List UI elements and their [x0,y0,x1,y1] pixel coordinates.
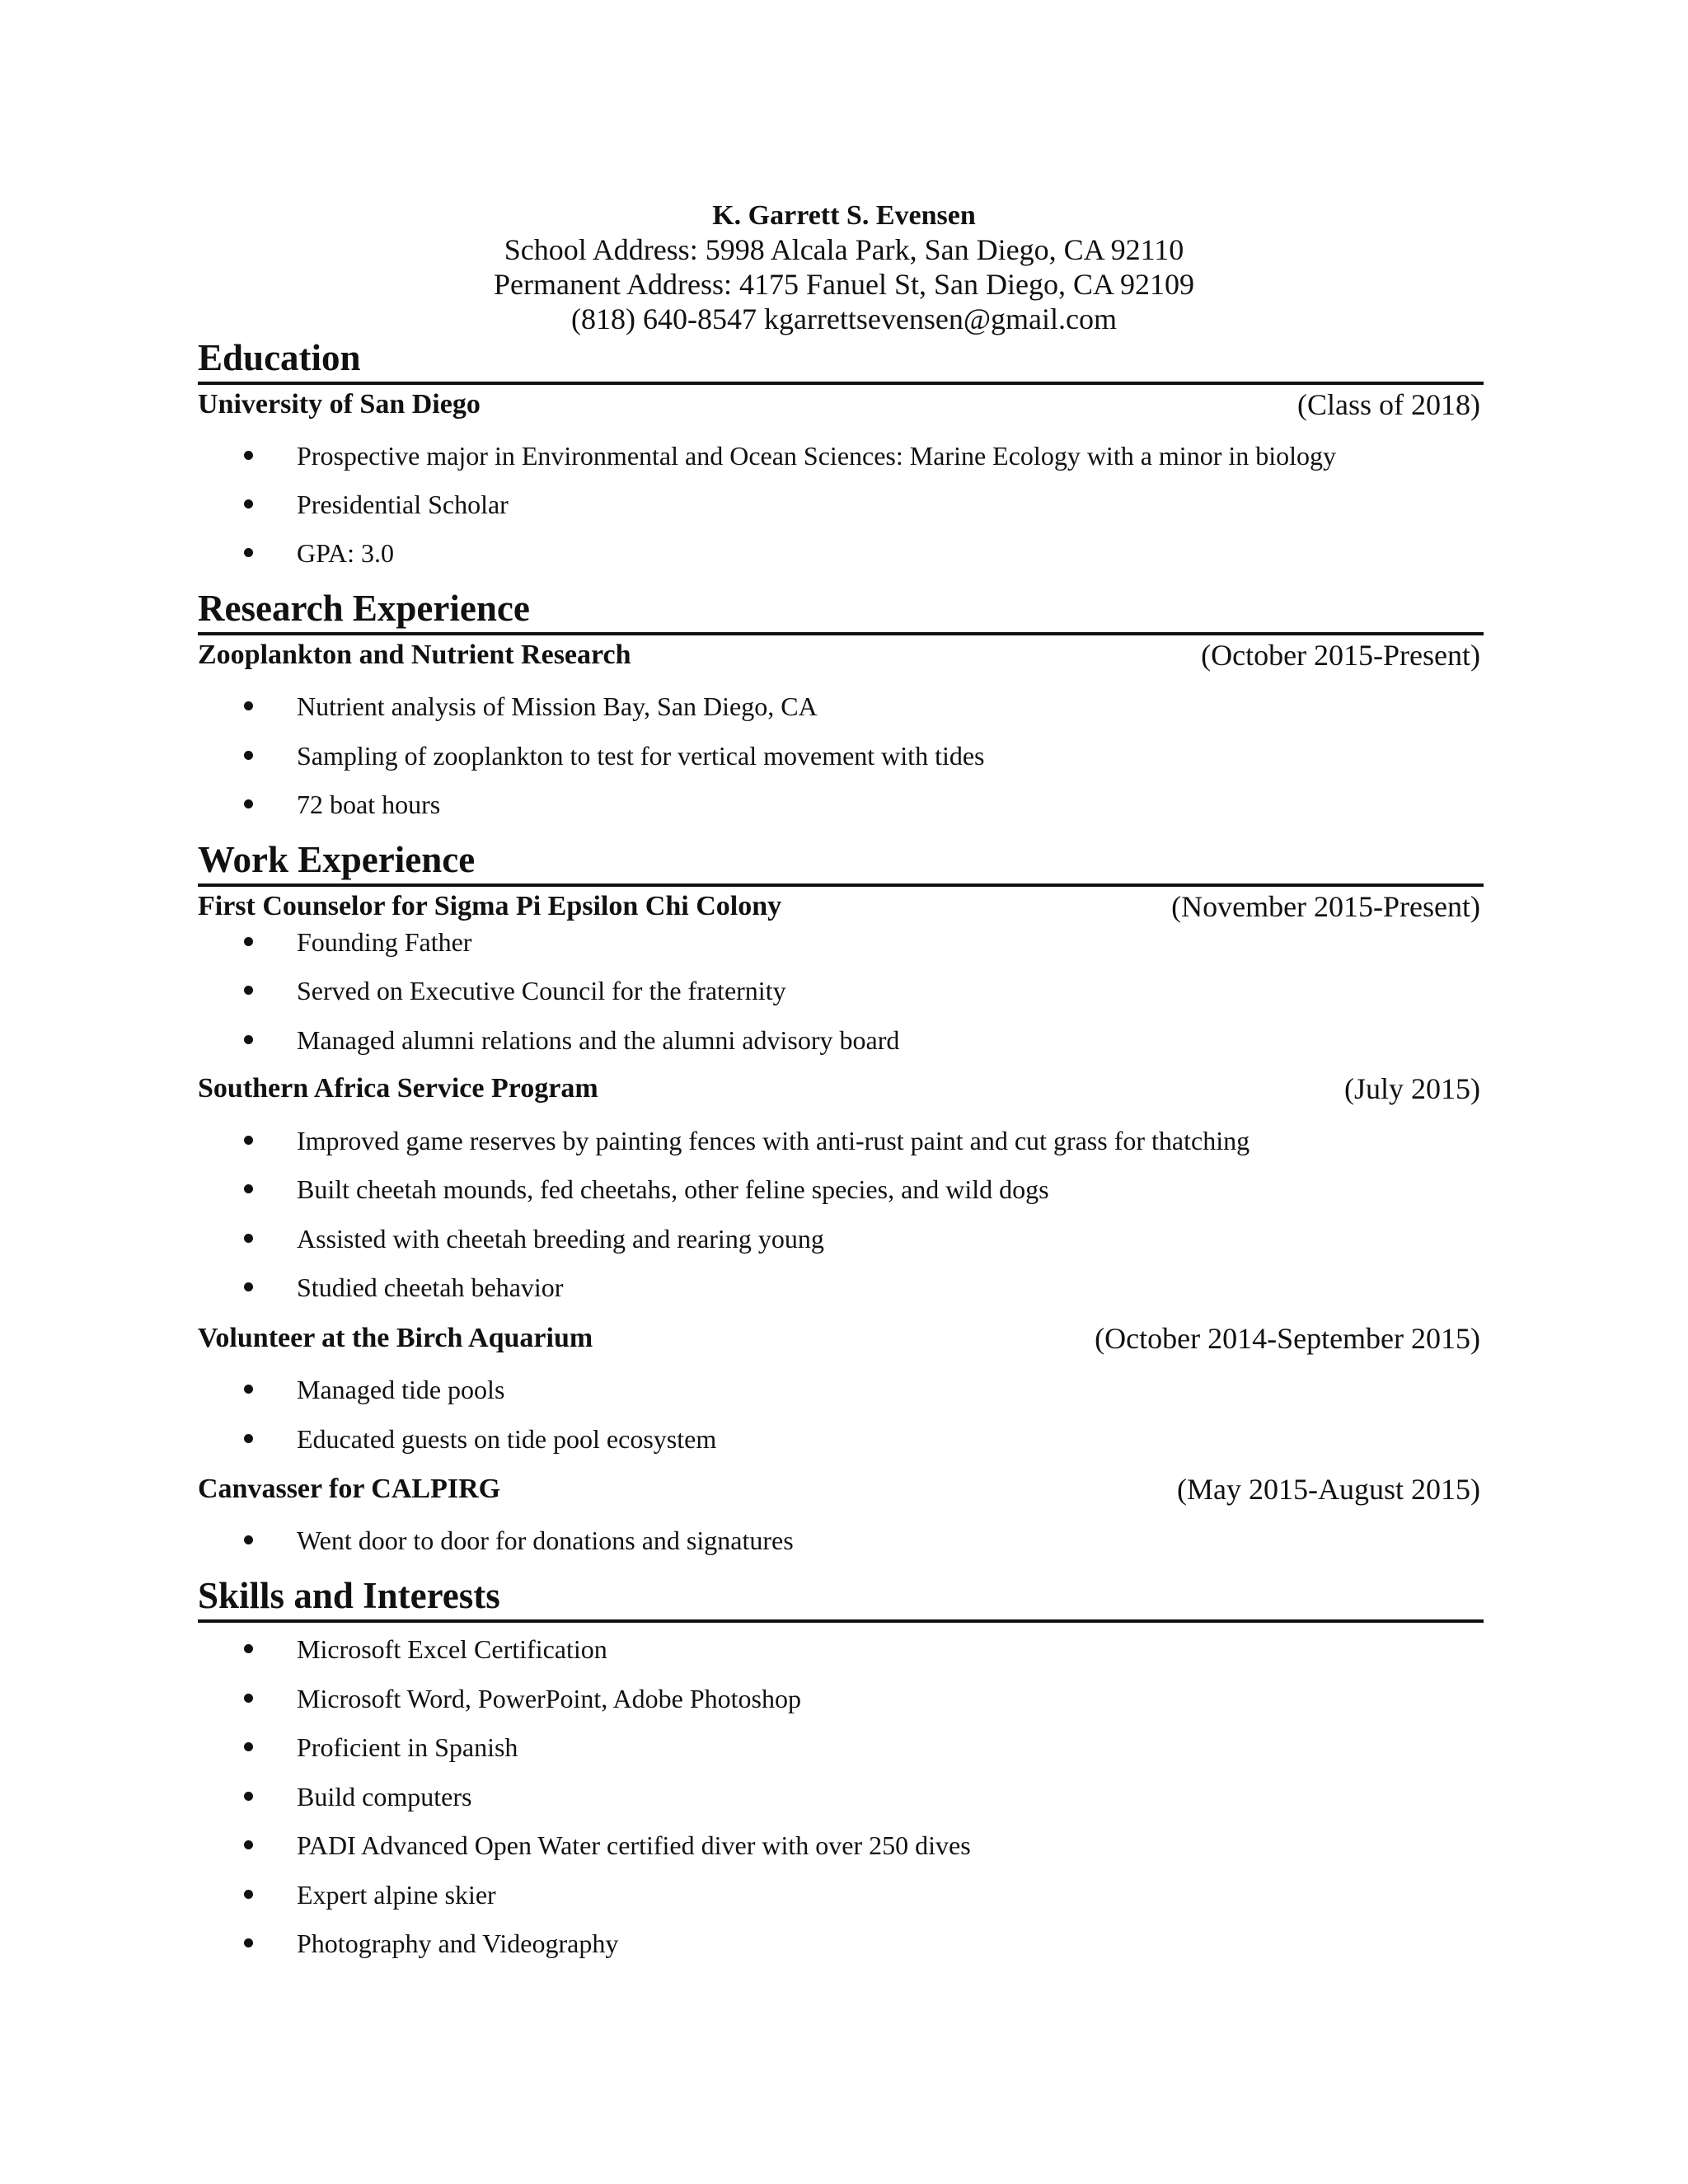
section-rule-research [198,632,1484,635]
list-item: Presidential Scholar [244,489,1480,520]
bullet-icon [244,1792,253,1801]
list-item: Studied cheetah behavior [244,1272,1480,1303]
list-item: Built cheetah mounds, fed cheetahs, other feline species, and wild dogs [244,1174,1480,1205]
bullet-icon [244,799,253,808]
entry-header [198,1322,1480,1355]
bullet-icon [244,1644,253,1653]
entry-date: (May 2015-August 2015) [1177,1473,1480,1506]
bullet-icon [244,499,253,509]
bullet-icon [244,1184,253,1193]
resume-name: K. Garrett S. Evensen [712,200,976,231]
bullet-icon [244,1282,253,1291]
list-item: Educated guests on tide pool ecosystem [244,1423,1480,1455]
bullet-icon [244,937,253,946]
entry-header [198,388,1480,421]
list-item: Nutrient analysis of Mission Bay, San Diego, CA [244,691,1480,722]
list-item: Managed tide pools [244,1374,1480,1405]
list-item: Founding Father [244,926,1480,958]
list-item: Went door to door for donations and signatures [244,1525,1480,1556]
bullet-icon [244,1434,253,1443]
bullet-icon [244,986,253,995]
entry-title: Canvasser for CALPIRG [198,1474,501,1504]
entry-title: Southern Africa Service Program [198,1073,598,1104]
list-item: PADI Advanced Open Water certified diver with over 250 dives [244,1830,1480,1861]
contact-info: (818) 640-8547 kgarrettsevensen@gmail.com [571,302,1117,335]
list-item: Served on Executive Council for the fraternity [244,975,1480,1006]
entry-title: University of San Diego [198,389,481,419]
list-item: Prospective major in Environmental and Ocean Sciences: Marine Ecology with a minor in biology [244,440,1480,471]
bullet-icon [244,451,253,460]
list-item: Sampling of zooplankton to test for vertical movement with tides [244,740,1480,771]
list-item: Microsoft Excel Certification [244,1633,1480,1665]
list-item: Managed alumni relations and the alumni advisory board [244,1024,1480,1056]
section-rule-work [198,883,1484,887]
entry-date: (July 2015) [1344,1072,1480,1105]
list-item: Microsoft Word, PowerPoint, Adobe Photoshop [244,1683,1480,1714]
entry-date: (November 2015-Present) [1171,890,1480,923]
list-item: Photography and Videography [244,1928,1480,1959]
entry-title: Zooplankton and Nutrient Research [198,640,631,670]
list-item: Improved game reserves by painting fences with anti-rust paint and cut grass for thatching [244,1125,1480,1156]
bullet-icon [244,1035,253,1044]
section-rule-education [198,382,1484,385]
list-item: 72 boat hours [244,789,1480,820]
bullet-icon [244,1840,253,1849]
section-title-research: Research Experience [198,588,530,629]
section-title-skills: Skills and Interests [198,1575,500,1616]
entry-title: First Counselor for Sigma Pi Epsilon Chi Colony [198,891,782,921]
bullet-icon [244,1742,253,1751]
bullet-icon [244,751,253,760]
entry-header [198,890,1480,923]
section-title-education: Education [198,337,361,378]
entry-date: (October 2014-September 2015) [1095,1322,1480,1355]
list-item: Build computers [244,1781,1480,1812]
bullet-icon [244,1234,253,1243]
bullet-icon [244,1136,253,1145]
entry-header [198,639,1480,672]
bullet-icon [244,1535,253,1544]
section-rule-skills [198,1619,1484,1623]
bullet-icon [244,701,253,710]
bullet-icon [244,1890,253,1899]
list-item: Proficient in Spanish [244,1732,1480,1763]
entry-header [198,1473,1480,1506]
entry-header [198,1072,1480,1105]
bullet-icon [244,548,253,557]
list-item: GPA: 3.0 [244,537,1480,569]
section-title-work: Work Experience [198,839,476,880]
entry-date: (Class of 2018) [1297,388,1480,421]
list-item: Assisted with cheetah breeding and rearing young [244,1223,1480,1254]
bullet-icon [244,1938,253,1947]
bullet-icon [244,1694,253,1703]
entry-title: Volunteer at the Birch Aquarium [198,1323,593,1353]
entry-date: (October 2015-Present) [1201,639,1480,672]
permanent-address: Permanent Address: 4175 Fanuel St, San Diego, CA 92109 [494,268,1194,301]
bullet-icon [244,1385,253,1394]
school-address: School Address: 5998 Alcala Park, San Diego, CA 92110 [504,233,1184,266]
list-item: Expert alpine skier [244,1879,1480,1910]
